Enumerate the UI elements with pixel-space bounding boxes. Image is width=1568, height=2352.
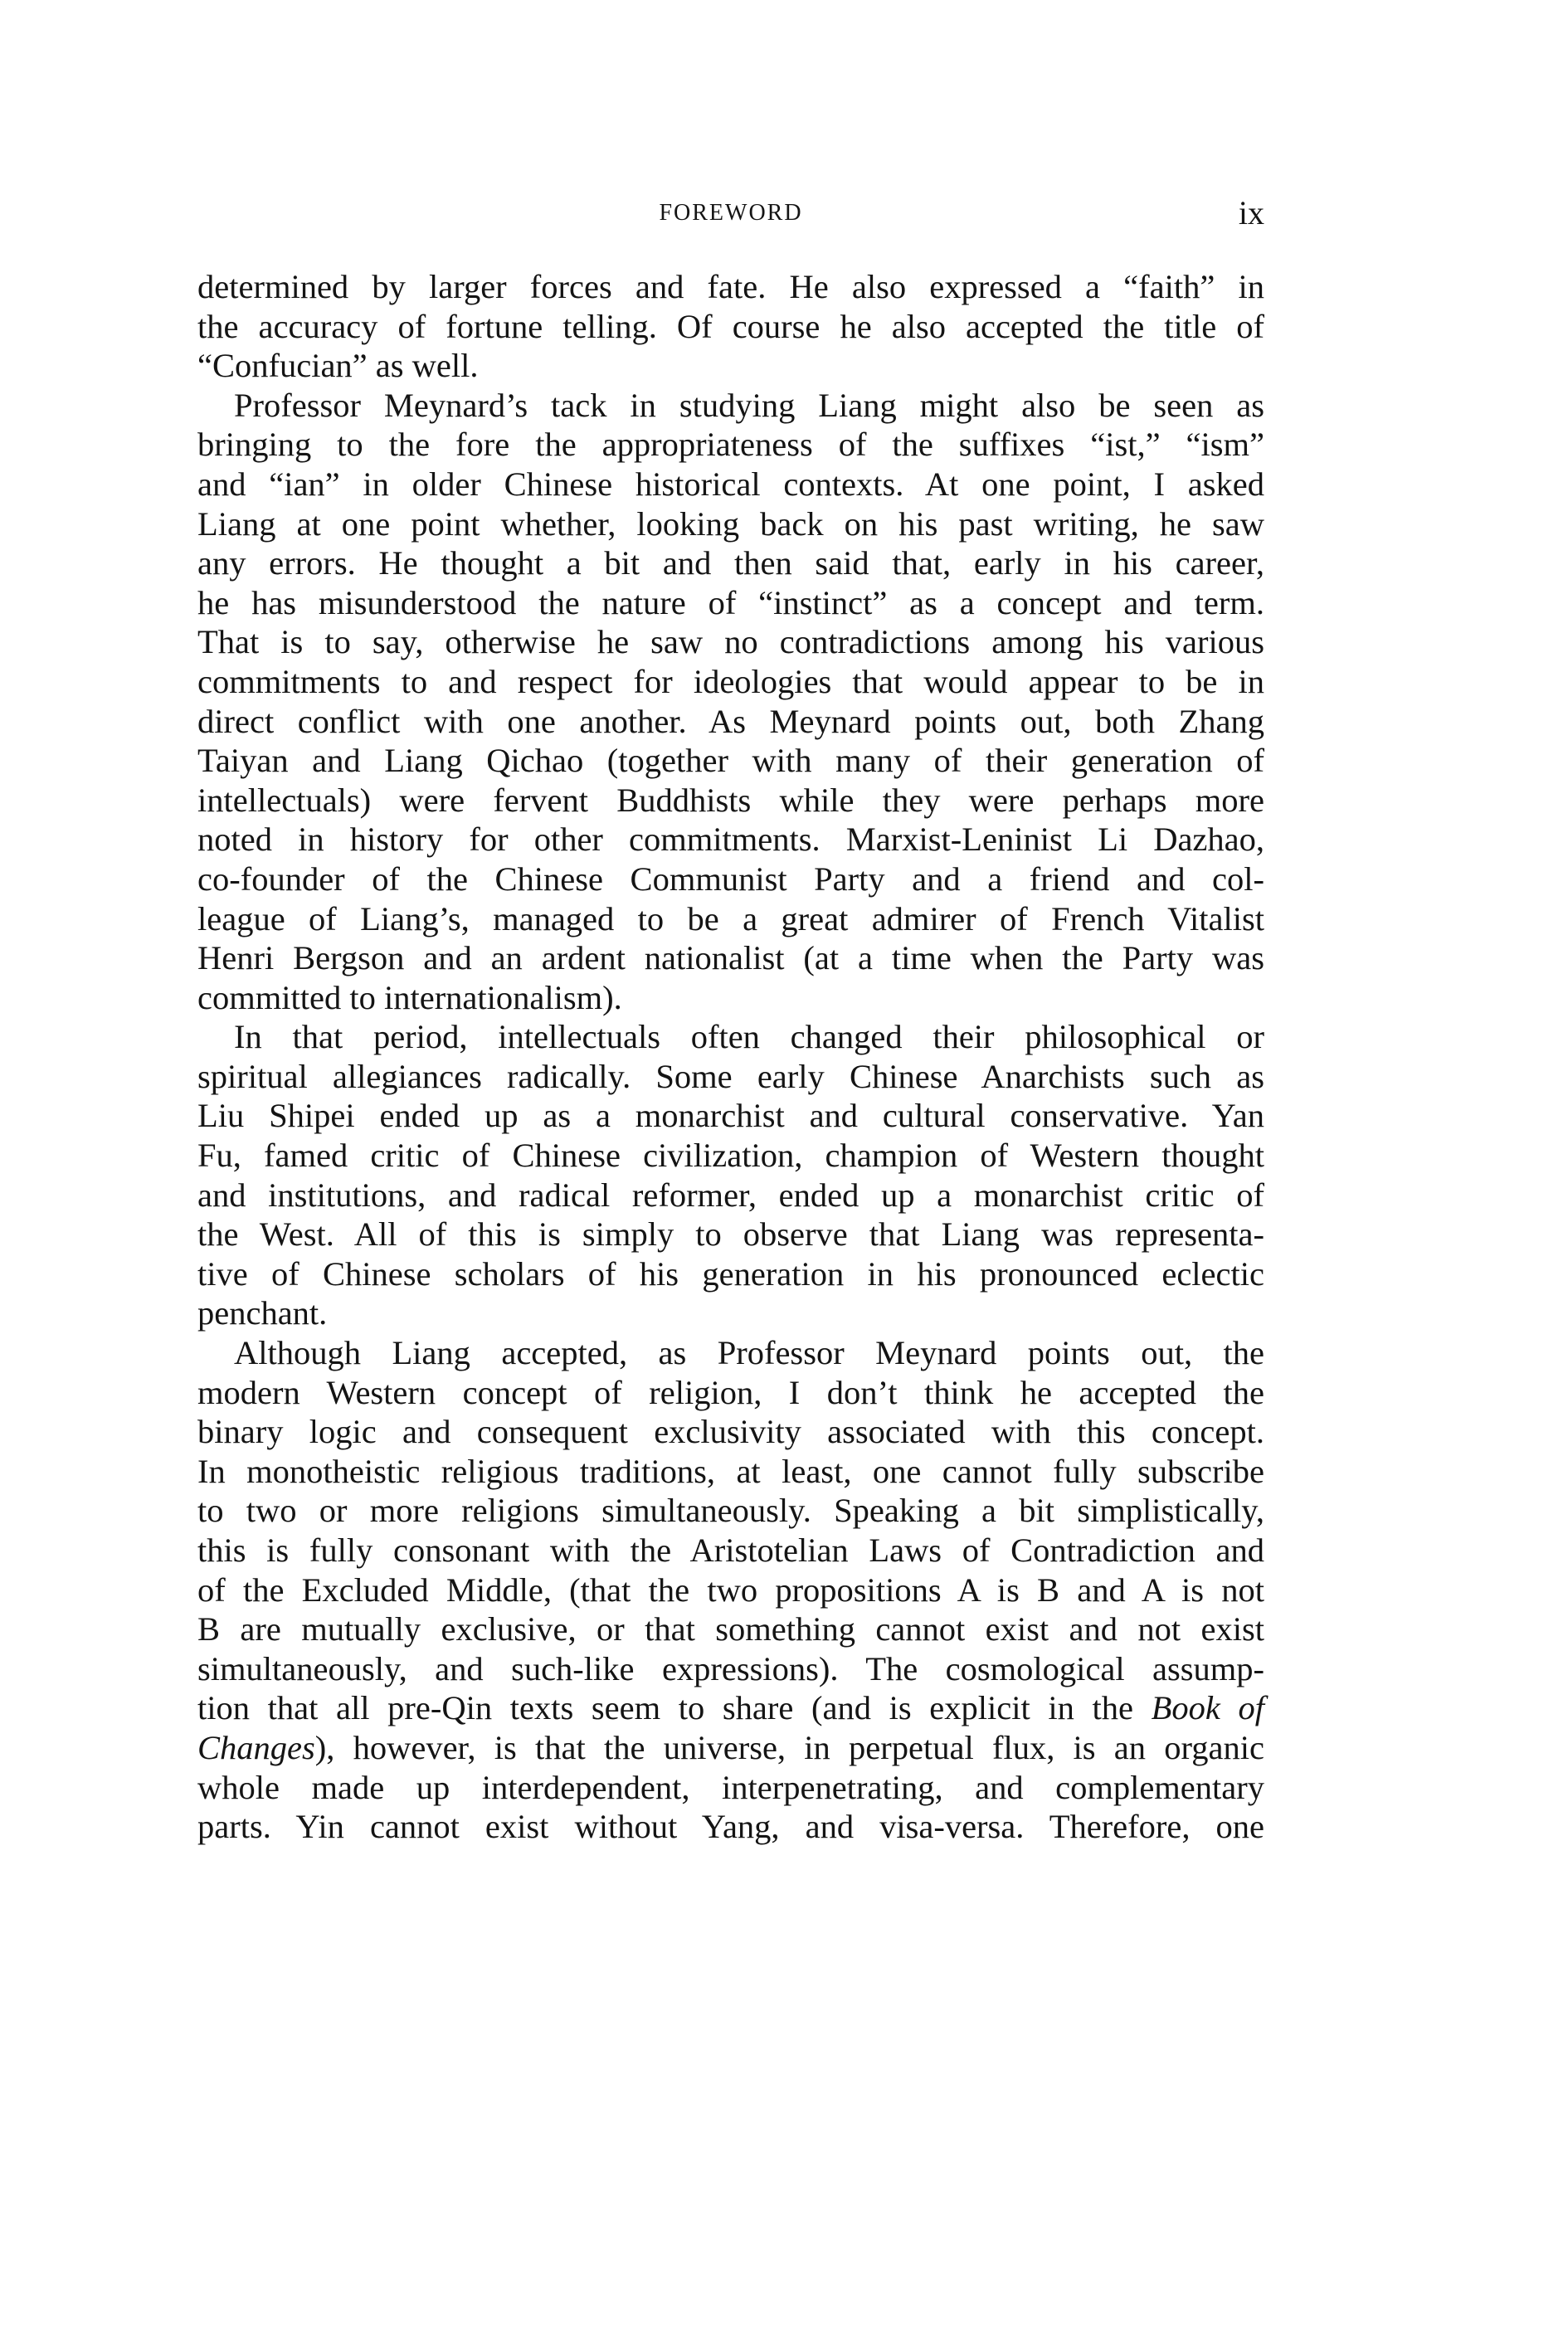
- text-line: and “ian” in older Chinese historical contexts. At one point, I asked: [197, 465, 1264, 503]
- text-line: any errors. He thought a bit and then said that, early in his career,: [197, 544, 1264, 582]
- book-title-italic: Book of: [1151, 1689, 1265, 1727]
- page-number: ix: [1238, 194, 1264, 231]
- text-line: whole made up interdependent, interpenetrating, and complementary: [197, 1768, 1264, 1806]
- body-text: [197, 267, 1264, 1847]
- text-line: B are mutually exclusive, or that something cannot exist and not exist: [197, 1610, 1264, 1648]
- text-line: Changes), however, is that the universe, in perpetual flux, is an organic: [197, 1728, 1264, 1766]
- text-line: commitments to and respect for ideologies that would appear to be in: [197, 662, 1264, 700]
- text-line: the West. All of this is simply to observe that Liang was representa-: [197, 1215, 1264, 1254]
- paragraph-start-line: Professor Meynard’s tack in studying Liang might also be seen as: [234, 386, 1264, 424]
- text-line: Taiyan and Liang Qichao (together with many of their generation of: [197, 742, 1264, 780]
- text-line: and institutions, and radical reformer, ended up a monarchist critic of: [197, 1176, 1264, 1214]
- text-line: In monotheistic religious traditions, at least, one cannot fully subscribe: [197, 1452, 1264, 1490]
- running-head-title: FOREWORD: [659, 200, 803, 226]
- text-line: Liu Shipei ended up as a monarchist and cultural conservative. Yan: [197, 1097, 1264, 1135]
- text-line: That is to say, otherwise he saw no contradictions among his various: [197, 623, 1264, 661]
- text-line: he has misunderstood the nature of “instinct” as a concept and term.: [197, 583, 1264, 621]
- text-line: the accuracy of fortune telling. Of course he also accepted the title of: [197, 307, 1264, 345]
- text-line: this is fully consonant with the Aristotelian Laws of Contradiction and: [197, 1531, 1264, 1569]
- text-line: spiritual allegiances radically. Some early Chinese Anarchists such as: [197, 1057, 1264, 1095]
- running-head: [197, 192, 1264, 234]
- text-line: penchant.: [197, 1294, 328, 1332]
- text-line: of the Excluded Middle, (that the two propositions A is B and A is not: [197, 1570, 1264, 1609]
- text-line: tive of Chinese scholars of his generation in his pronounced eclectic: [197, 1254, 1264, 1293]
- paragraph-start-line: Although Liang accepted, as Professor Meynard points out, the: [234, 1334, 1264, 1372]
- text-line: Liang at one point whether, looking back on his past writing, he saw: [197, 504, 1264, 543]
- text-line: to two or more religions simultaneously. Speaking a bit simplistically,: [197, 1492, 1264, 1530]
- text-line: co-founder of the Chinese Communist Party and a friend and col-: [197, 859, 1264, 898]
- text-line: modern Western concept of religion, I don’t think he accepted the: [197, 1373, 1264, 1411]
- book-title-italic: Changes: [197, 1728, 315, 1766]
- paragraph-start-line: In that period, intellectuals often changed their philosophical or: [234, 1018, 1264, 1056]
- text-line: tion that all pre-Qin texts seem to share (and is explicit in the Book of: [197, 1689, 1265, 1727]
- text-line: Fu, famed critic of Chinese civilization, champion of Western thought: [197, 1137, 1264, 1175]
- text-line: league of Liang’s, managed to be a great admirer of French Vitalist: [197, 899, 1264, 937]
- text-line: noted in history for other commitments. Marxist-Leninist Li Dazhao,: [197, 821, 1264, 859]
- text-line: binary logic and consequent exclusivity associated with this concept.: [197, 1413, 1264, 1451]
- text-line: Henri Bergson and an ardent nationalist (at a time when the Party was: [197, 939, 1264, 977]
- text-line: committed to internationalism).: [197, 978, 622, 1016]
- text-line: simultaneously, and such-like expressions). The cosmological assump-: [197, 1649, 1264, 1687]
- text-line: intellectuals) were fervent Buddhists while they were perhaps more: [197, 781, 1264, 819]
- text-line: determined by larger forces and fate. He also expressed a “faith” in: [197, 268, 1264, 305]
- text-line: parts. Yin cannot exist without Yang, and visa-versa. Therefore, one: [197, 1808, 1264, 1846]
- text-line: bringing to the fore the appropriateness of the suffixes “ist,” “ism”: [197, 426, 1264, 464]
- text-line: “Confucian” as well.: [197, 347, 479, 385]
- text-line: direct conflict with one another. As Meynard points out, both Zhang: [197, 702, 1264, 740]
